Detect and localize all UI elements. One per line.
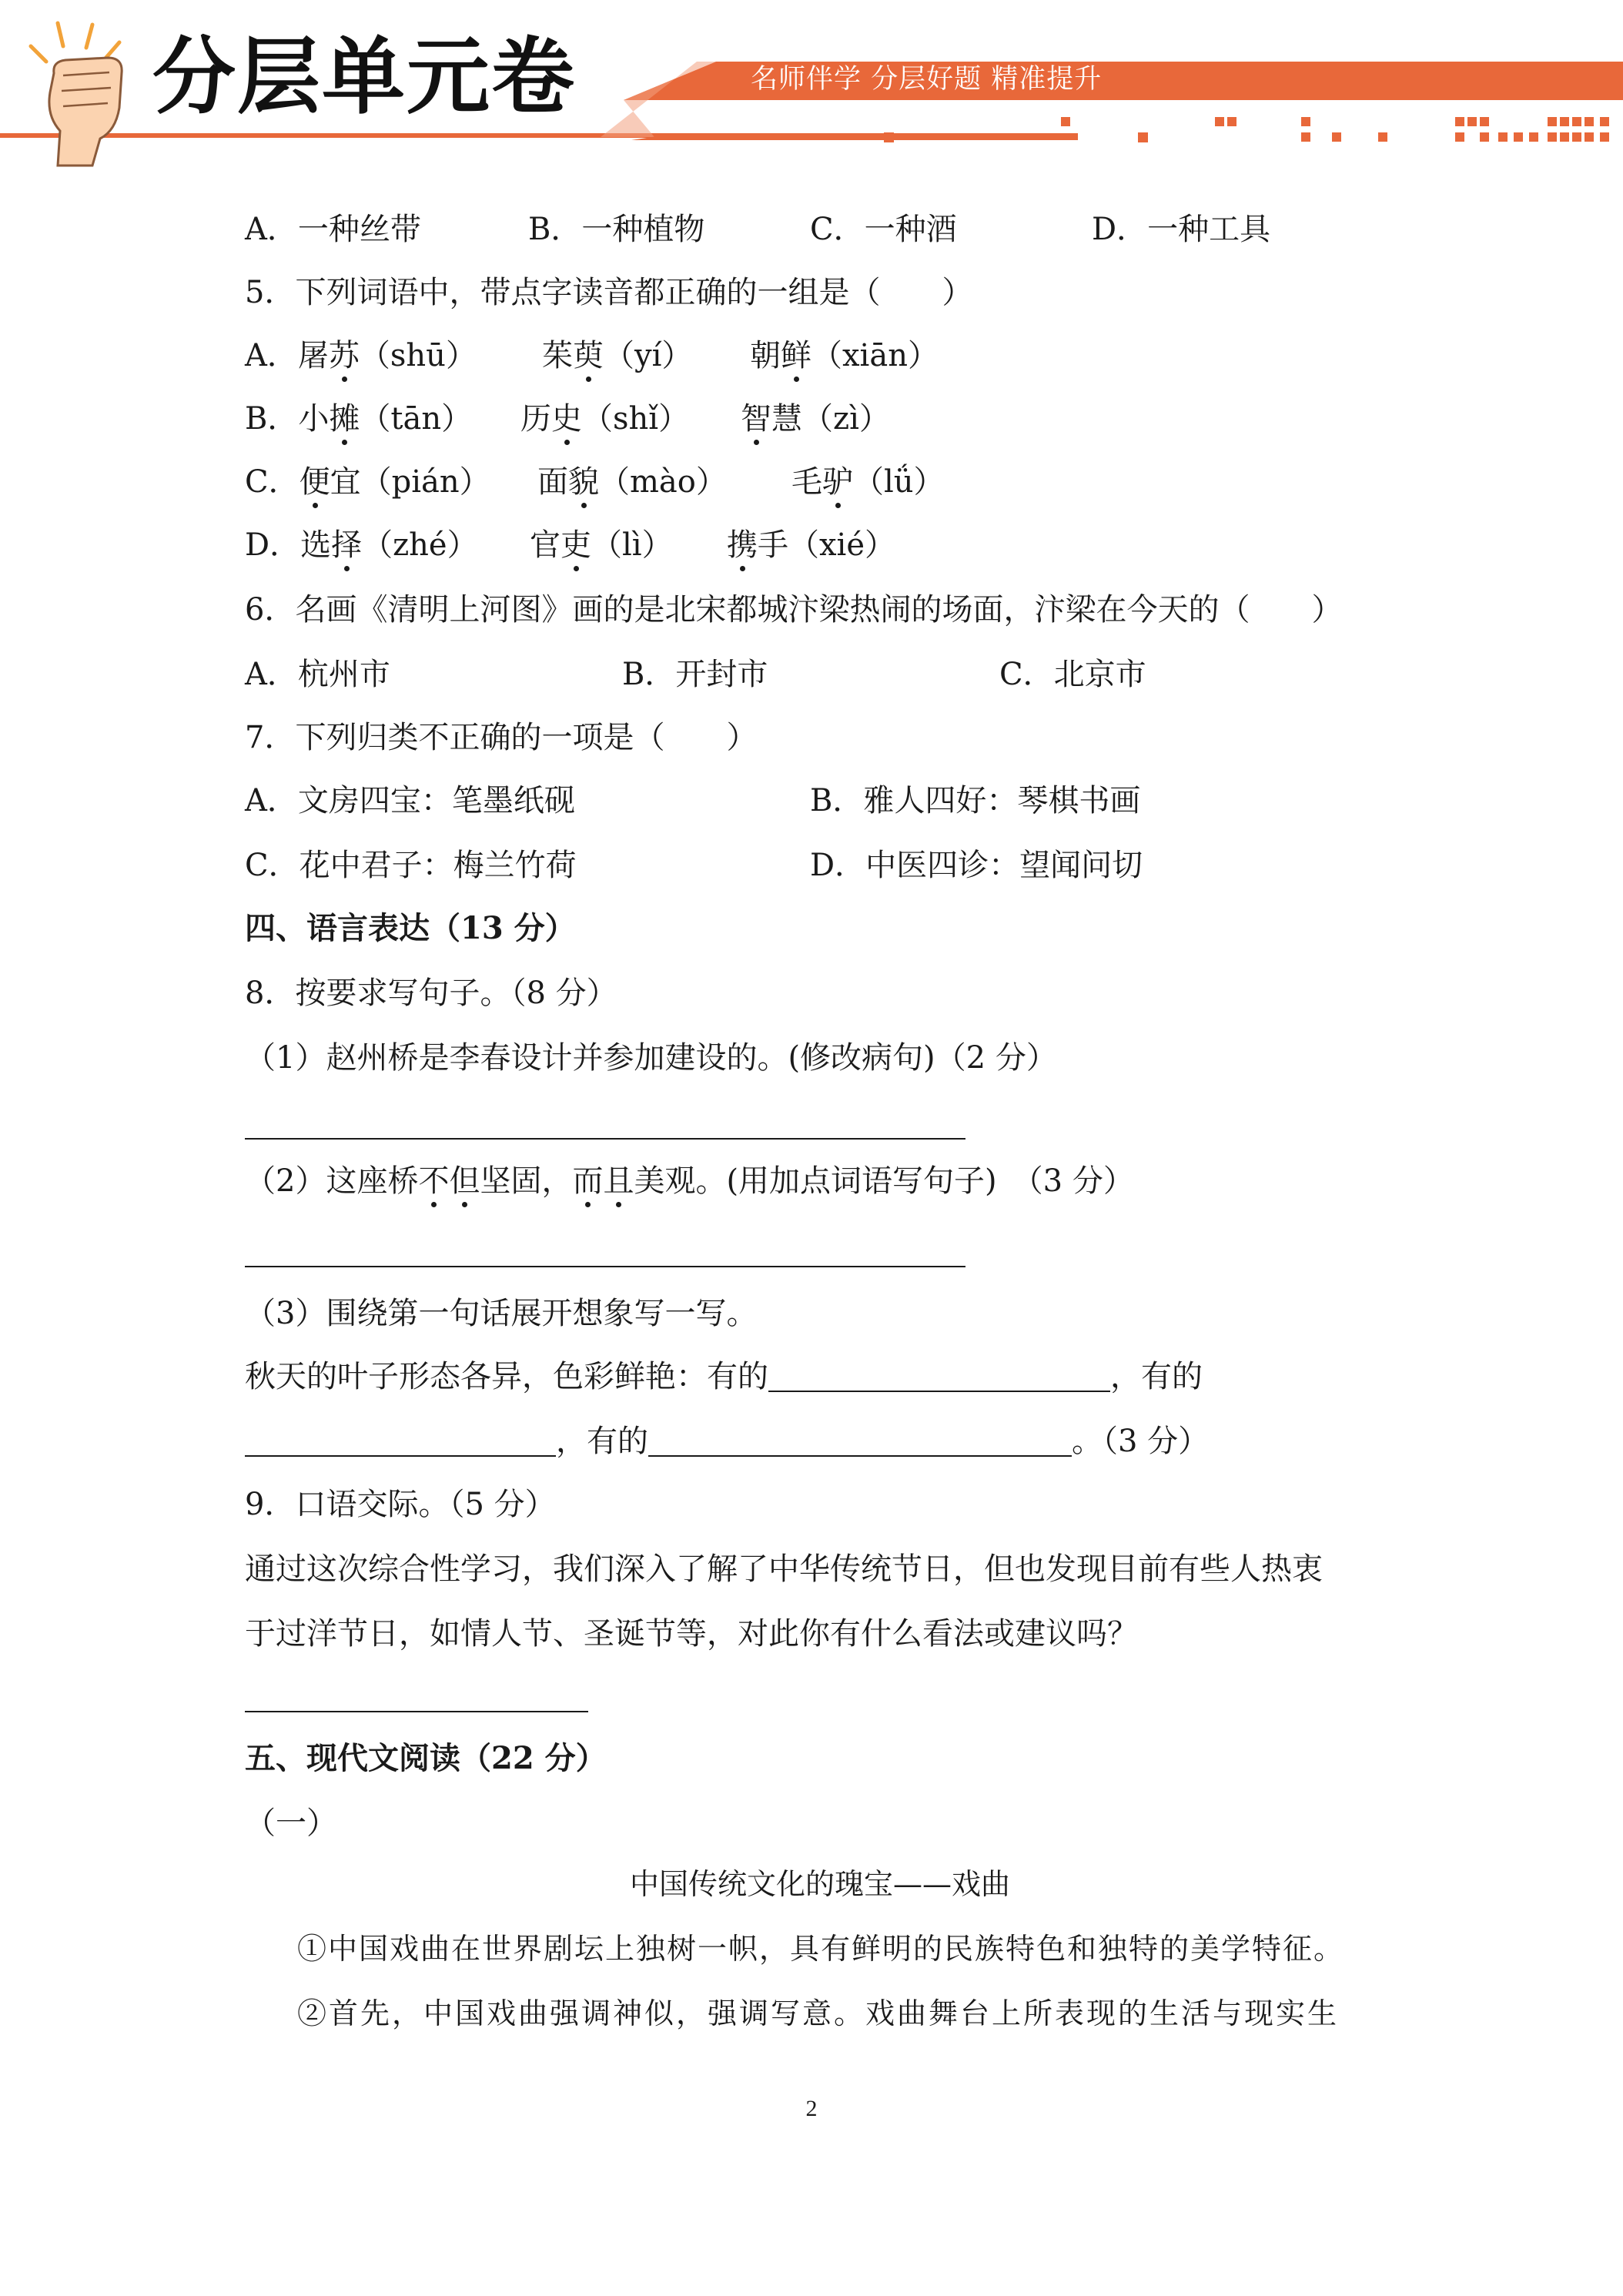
- section-heading-4: 四、语言表达（13 分）: [245, 910, 576, 946]
- dotted-char: 摊: [329, 401, 360, 437]
- article-title: 中国传统文化的瑰宝——戏曲: [630, 1867, 1011, 1901]
- q6-option-c: C．北京市: [999, 657, 1146, 692]
- answer-line-3[interactable]: [245, 1711, 588, 1712]
- q7-option-c: C．花中君子：梅兰竹荷: [245, 848, 577, 883]
- dotted-char: 吏: [561, 527, 591, 563]
- q9-text-2: 于过洋节日，如情人节、圣诞节等，对此你有什么看法或建议吗？: [245, 1616, 1138, 1652]
- dotted-char: 貌: [568, 464, 599, 500]
- q5-stem: 5．下列词语中，带点字读音都正确的一组是（ ）: [245, 275, 973, 310]
- dotted-char: 萸: [573, 338, 604, 373]
- answer-line-2[interactable]: [245, 1266, 965, 1267]
- part-label: （一）: [245, 1806, 337, 1841]
- article-paragraph-1: ①中国戏曲在世界剧坛上独树一帜，具有鲜明的民族特色和独特的美学特征。: [297, 1932, 1345, 1966]
- q7-option-d: D．中医四诊：望闻问切: [810, 848, 1143, 883]
- dotted-char: 且: [603, 1163, 634, 1199]
- dotted-char: 不: [418, 1163, 450, 1199]
- page-number: 2: [805, 2096, 818, 2121]
- q8-sub2: （2）这座桥不但坚固，而且美观。(用加点词语写句子) （3 分）: [245, 1163, 1134, 1199]
- dotted-char: 史: [551, 401, 582, 437]
- dotted-char: 便: [299, 464, 330, 500]
- q8-stem: 8．按要求写句子。（8 分）: [245, 976, 617, 1011]
- q4-option-a: A．一种丝带: [245, 212, 421, 247]
- q4-option-d: D．一种工具: [1092, 212, 1271, 247]
- q6-stem: 6．名画《清明上河图》画的是北宋都城汴梁热闹的场面，汴梁在今天的（ ）: [245, 592, 1343, 628]
- q4-option-c: C．一种酒: [810, 212, 957, 247]
- dotted-char: 择: [331, 527, 363, 563]
- q8-sub3-line2: ，有的 。（3 分）: [245, 1426, 1209, 1457]
- dotted-char: 而: [572, 1163, 604, 1199]
- q9-stem: 9．口语交际。（5 分）: [245, 1487, 556, 1522]
- dotted-char: 携: [727, 527, 758, 563]
- page-header: [0, 0, 1623, 177]
- q9-text-1: 通过这次综合性学习，我们深入了解了中华传统节日，但也发现目前有些人热衷: [245, 1551, 1323, 1587]
- dotted-char: 智: [741, 401, 771, 437]
- q8-sub1: （1）赵州桥是李春设计并参加建设的。(修改病句)（2 分）: [245, 1040, 1057, 1076]
- q7-option-a: A．文房四宝：笔墨纸砚: [245, 783, 575, 818]
- header-slogan: 名师伴学 分层好题 精准提升: [751, 64, 1103, 95]
- answer-blank-2[interactable]: [245, 1427, 556, 1457]
- fist-icon: [15, 15, 146, 169]
- q8-sub3-line1: 秋天的叶子形态各异，色彩鲜艳：有的 ，有的: [245, 1359, 1203, 1394]
- q4-option-b: B．一种植物: [528, 212, 705, 247]
- answer-blank-3[interactable]: [648, 1427, 1072, 1457]
- q7-stem: 7．下列归类不正确的一项是（ ）: [245, 720, 758, 755]
- dotted-char: 但: [449, 1163, 480, 1199]
- brand-title: 分层单元卷: [152, 29, 577, 126]
- q6-option-b: B．开封市: [622, 657, 768, 692]
- article-paragraph-2: ②首先，中国戏曲强调神似，强调写意。戏曲舞台上所表现的生活与现实生: [297, 1996, 1340, 2030]
- dotted-char: 鲜: [781, 338, 812, 373]
- q8-sub3: （3）围绕第一句话展开想象写一写。: [245, 1296, 758, 1331]
- answer-blank-1[interactable]: [768, 1363, 1110, 1392]
- dotted-char: 苏: [328, 338, 360, 373]
- dotted-char: 驴: [822, 464, 853, 500]
- q6-option-a: A．杭州市: [245, 657, 390, 692]
- answer-line-1[interactable]: [245, 1138, 965, 1140]
- q7-option-b: B．雅人四好：琴棋书画: [810, 783, 1141, 818]
- section-heading-5: 五、现代文阅读（22 分）: [245, 1740, 607, 1776]
